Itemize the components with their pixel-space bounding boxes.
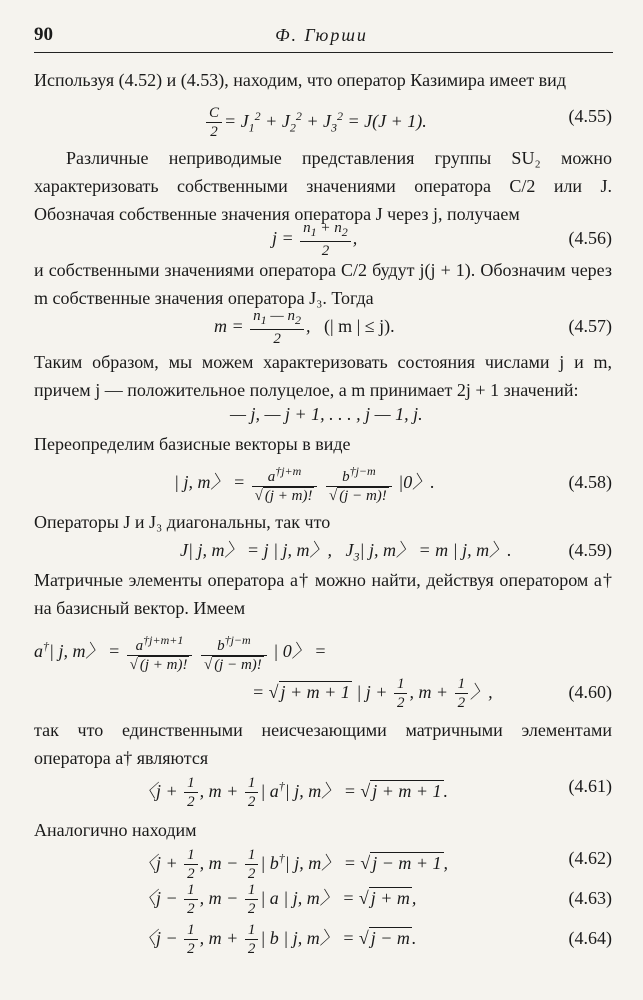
fraction: $\frac{1}{2}$ [394,675,408,712]
fraction: $\frac{1}{2}$ [184,774,198,811]
equation-body: = √ j + m + 1 | j + $\frac{1}{2}$ , m + $\frac{1}{2}$ 〉, [252,676,493,712]
equation-number: (4.55) [568,106,612,126]
paragraph-5: Переопределим базисные векторы в виде [34,434,351,454]
paragraph-7: Матричные элементы оператора a† можно найти, действуя оператором a† на базисный вектор. Имеем [34,570,612,618]
values-line [34,394,612,434]
equation-number: (4.57) [568,316,612,336]
equation-4-58 [34,462,612,505]
header-rule [34,52,613,53]
fraction: $\frac{n_1 + n_2}{2}$ [300,219,351,260]
fraction: $\frac{b^{\dagger j-m}}{√ (j - m)!}$ [201,631,267,674]
equation-body: 〈j − $\frac{1}{2}$ , m + $\frac{1}{2}$ | b | j, m〉 = √ j − m . [138,922,417,958]
equation-4-62 [34,838,612,883]
fraction: $\frac{b^{\dagger j-m}}{√ (j - m)!}$ [326,462,392,505]
paragraph-1: Используя (4.52) и (4.53), находим, что оператор Казимира имеет вид [34,70,566,90]
equation-number: (4.56) [568,228,612,248]
fraction: $\frac{n_1 — n_2}{2}$ [250,307,304,348]
equation-body: — j, — j + 1, . . . , j — 1, j. [230,404,423,424]
equation-4-60-line-2 [34,672,612,712]
equation-4-63 [34,878,612,918]
fraction: $\frac{a^{\dagger j+m+1}}{√ (j + m)!}$ [127,631,193,674]
equation-number: (4.61) [568,776,612,796]
equation-number: (4.58) [568,472,612,492]
equation-body: 〈j + $\frac{1}{2}$ , m + $\frac{1}{2}$ | a†| j, m〉 = √ j + m + 1 . [138,775,449,811]
fraction: $\frac{C}{2}$ [206,104,222,141]
paragraph-9: Аналогично находим [34,820,197,840]
equation-body: j = $\frac{n_1 + n_2}{2}$ , [272,220,358,260]
running-title: Ф. Гюрши [275,25,368,45]
equation-number: (4.63) [568,888,612,908]
equation-body: $\frac{C}{2}$ = $J_1^2 + J_2^2 + J_3^2 = J(J + 1)$. [204,96,427,148]
equation-body: 〈j − $\frac{1}{2}$ , m − $\frac{1}{2}$ | a | j, m〉 = √ j + m , [138,882,417,918]
equation-4-60-line-1 [34,626,612,674]
fraction: $\frac{1}{2}$ [245,774,259,811]
paragraph-2: Различные неприводимые представления группы SU₂ можно характеризовать собственными значениями оператора C/2 или J. Обозначая собственные значения оператора J через j, получаем [34,148,612,224]
equation-body: J| j, m〉 = j | j, m〉, $J_3|$ j, m〉 = m | j, m〉. [180,540,512,564]
equation-number: (4.59) [568,540,612,560]
fraction: $\frac{1}{2}$ [455,675,469,712]
equation-4-64 [34,918,612,958]
paragraph-3: и собственными значениями оператора C/2 будут j(j + 1). Обозначим через m собственные значения оператора J₃. Тогда [34,260,612,308]
equation-body: | j, m〉 = $\frac{a^{\dagger j+m}}{√ (j + m)!}$ $\frac{b^{\dagger j-m}}{√ (j - m)!}$ |0〉. [174,464,435,505]
fraction: $\frac{1}{2}$ [184,846,198,883]
equation-body: m = $\frac{n_1 — n_2}{2}$ , (| m | ≤ j). [214,308,395,348]
fraction: $\frac{1}{2}$ [184,881,198,918]
fraction: $\frac{1}{2}$ [245,921,259,958]
paragraph-4: Таким образом, мы можем характеризовать состояния числами j и m, причем j — положительное полуцелое, а m принимает 2j + 1 значений: [34,352,612,400]
equation-4-55 [34,96,612,141]
fraction: $\frac{a^{\dagger j+m}}{√ (j + m)!}$ [252,462,318,505]
equation-number: (4.60) [568,682,612,702]
equation-number: (4.62) [568,848,612,868]
equation-4-57 [34,306,612,346]
equation-number: (4.64) [568,928,612,948]
paragraph-6: Операторы J и J₃ диагональны, так что [34,512,331,532]
fraction: $\frac{1}{2}$ [245,846,259,883]
equation-4-61 [34,766,612,811]
equation-4-56 [34,218,612,258]
equation-body: 〈j + $\frac{1}{2}$ , m − $\frac{1}{2}$ | b†| j, m〉 = √ j − m + 1 , [138,847,449,883]
page-number: 90 [34,24,53,45]
paragraph-8: так что единственными неисчезающими матричными элементами оператора a† являются [34,720,612,768]
fraction: $\frac{1}{2}$ [245,881,259,918]
equation-condition: (| m | ≤ j). [324,316,395,336]
equation-body: a†| j, m〉 = $\frac{a^{\dagger j+m+1}}{√ (j + m)!}$ $\frac{b^{\dagger j-m}}{√ (j - m)!}$ | 0〉 = [34,633,327,674]
equation-4-59 [34,530,612,570]
fraction: $\frac{1}{2}$ [184,921,198,958]
